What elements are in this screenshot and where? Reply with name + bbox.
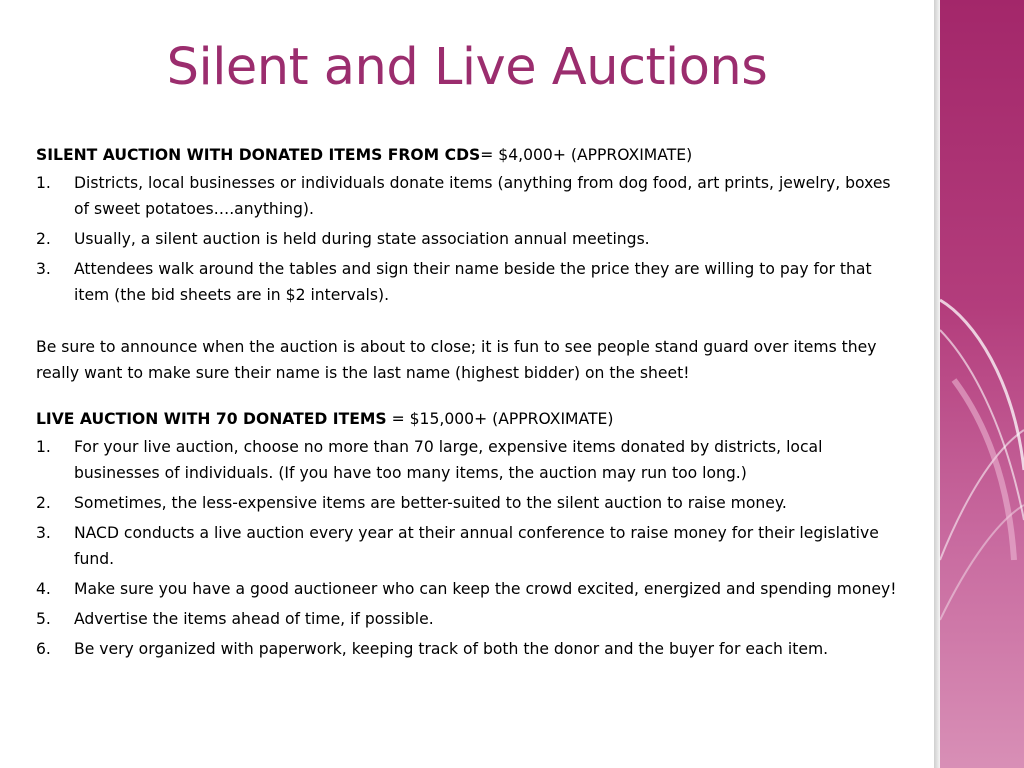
list-item (36, 170, 906, 222)
list-item (36, 636, 906, 662)
list-text: Sometimes, the less-expensive items are better-suited to the silent auction to raise money. (74, 494, 787, 512)
slide-body (36, 142, 906, 666)
list-text: Be very organized with paperwork, keeping track of both the donor and the buyer for each item. (74, 640, 829, 658)
list-number: 3. (36, 260, 51, 278)
silent-auction-heading-value: = $4,000+ (APPROXIMATE) (480, 146, 693, 164)
list-text: Districts, local businesses or individuals donate items (anything from dog food, art prints, jewelry, boxes of sweet potatoes….anything). (74, 174, 891, 218)
live-auction-heading-value: = $15,000+ (APPROXIMATE) (386, 410, 614, 428)
list-number: 2. (36, 494, 51, 512)
list-number: 1. (36, 174, 51, 192)
list-item (36, 434, 906, 486)
list-text: Attendees walk around the tables and sign their name beside the price they are willing to pay for that item (the bid sheets are in $2 intervals). (74, 260, 872, 304)
silent-auction-heading-bold: SILENT AUCTION WITH DONATED ITEMS FROM CDS (36, 146, 481, 164)
live-auction-heading (36, 406, 906, 432)
list-number: 1. (36, 438, 51, 456)
slide-title: Silent and Live Auctions (166, 38, 768, 97)
list-item (36, 256, 906, 308)
live-auction-list (36, 434, 906, 662)
decorative-side-panel (934, 0, 1024, 768)
list-number: 5. (36, 610, 51, 628)
list-item (36, 226, 906, 252)
list-number: 6. (36, 640, 51, 658)
list-text: For your live auction, choose no more than 70 large, expensive items donated by districts, local businesses of individuals. (If you have too many items, the auction may run too long.) (74, 438, 823, 482)
list-text: Advertise the items ahead of time, if possible. (74, 610, 434, 628)
silent-auction-heading (36, 142, 906, 168)
list-number: 2. (36, 230, 51, 248)
silent-auction-list (36, 170, 906, 308)
list-item (36, 606, 906, 632)
closing-note: Be sure to announce when the auction is about to close; it is fun to see people stand guard over items they really want to make sure their name is the last name (highest bidder) on the sheet! (36, 338, 877, 382)
live-auction-heading-bold: LIVE AUCTION WITH 70 DONATED ITEMS (36, 410, 387, 428)
list-text: NACD conducts a live auction every year at their annual conference to raise money for their legislative fund. (74, 524, 879, 568)
list-item (36, 520, 906, 572)
list-item (36, 490, 906, 516)
list-number: 3. (36, 524, 51, 542)
list-text: Make sure you have a good auctioneer who can keep the crowd excited, energized and spending money! (74, 580, 897, 598)
list-text: Usually, a silent auction is held during state association annual meetings. (74, 230, 650, 248)
list-item (36, 576, 906, 602)
list-number: 4. (36, 580, 51, 598)
